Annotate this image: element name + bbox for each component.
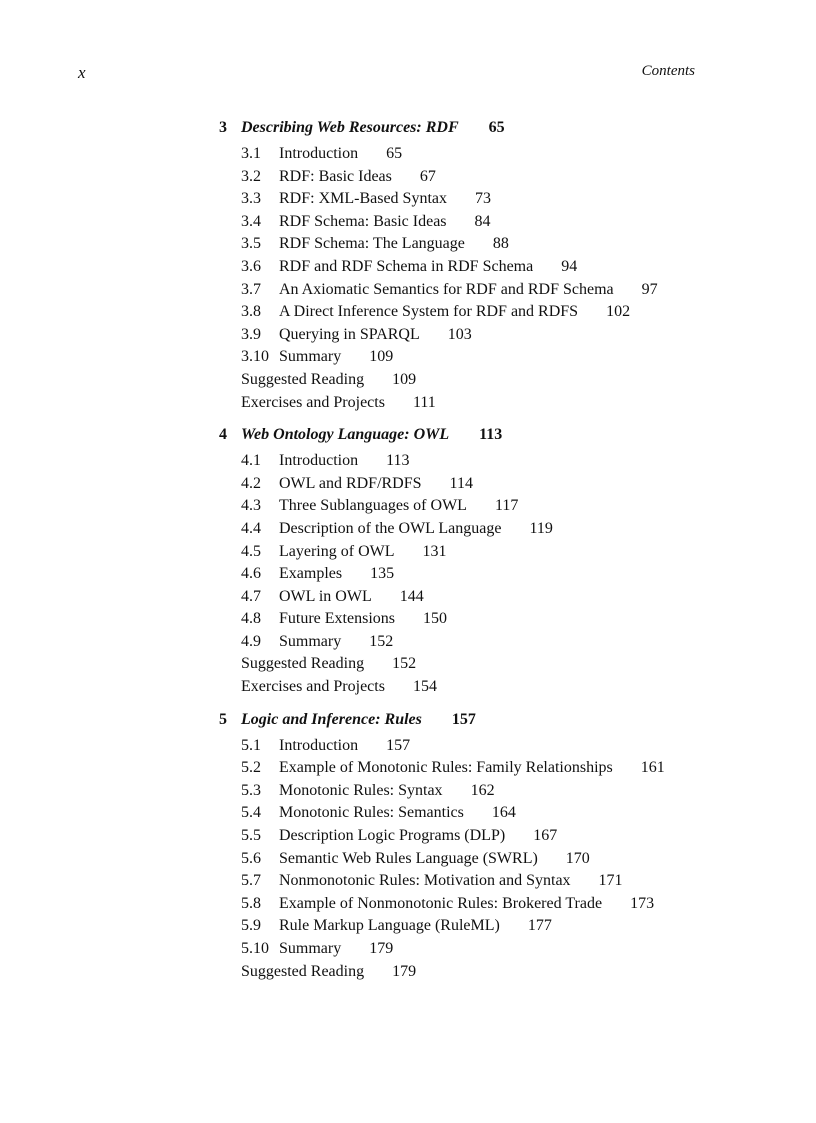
chapter-page: 65 bbox=[488, 119, 505, 136]
section-number: 3.10 bbox=[241, 348, 269, 366]
section-number: 3.7 bbox=[241, 280, 261, 298]
extra-entry[interactable] bbox=[241, 961, 779, 984]
section-entry[interactable] bbox=[241, 143, 779, 166]
section-number: 5.4 bbox=[241, 804, 261, 822]
section-number: 5.9 bbox=[241, 917, 261, 935]
section-number: 5.3 bbox=[241, 781, 261, 799]
section-number: 3.3 bbox=[241, 190, 261, 208]
section-title: RDF and RDF Schema in RDF Schema bbox=[279, 257, 534, 275]
section-list bbox=[219, 735, 779, 984]
section-entry[interactable] bbox=[241, 631, 779, 654]
section-number: 4.4 bbox=[241, 519, 261, 537]
section-number: 3.8 bbox=[241, 303, 261, 321]
section-title: Rule Markup Language (RuleML) bbox=[279, 917, 500, 935]
section-page: 97 bbox=[641, 280, 658, 298]
section-title: RDF Schema: Basic Ideas bbox=[279, 212, 447, 230]
extra-entry[interactable] bbox=[241, 676, 779, 699]
section-number: 3.5 bbox=[241, 235, 261, 253]
extra-title: Exercises and Projects bbox=[241, 678, 385, 696]
section-page: 65 bbox=[386, 145, 403, 162]
section-title: Description of the OWL Language bbox=[279, 519, 502, 537]
section-page: 117 bbox=[494, 497, 519, 515]
section-number: 4.6 bbox=[241, 565, 261, 583]
section-title: Three Sublanguages of OWL bbox=[279, 497, 467, 515]
section-page: 173 bbox=[630, 894, 655, 912]
section-page: 157 bbox=[386, 736, 411, 754]
extra-title: Suggested Reading bbox=[241, 370, 365, 388]
toc-chapter bbox=[219, 423, 779, 699]
section-title: Description Logic Programs (DLP) bbox=[279, 827, 506, 845]
section-page: 171 bbox=[598, 872, 623, 890]
section-page: 170 bbox=[565, 849, 590, 867]
section-number: 4.1 bbox=[241, 452, 261, 470]
section-number: 4.3 bbox=[241, 497, 261, 515]
section-number: 4.5 bbox=[241, 542, 261, 560]
section-number: 4.9 bbox=[241, 632, 261, 650]
section-entry[interactable] bbox=[241, 233, 779, 256]
section-number: 5.7 bbox=[241, 872, 261, 890]
section-title: RDF Schema: The Language bbox=[279, 235, 465, 253]
section-entry[interactable] bbox=[241, 870, 779, 893]
section-title: Example of Monotonic Rules: Family Relationships bbox=[279, 759, 613, 777]
section-entry[interactable] bbox=[241, 211, 779, 234]
section-page: 67 bbox=[419, 167, 436, 185]
section-page: 135 bbox=[370, 565, 395, 583]
section-entry[interactable] bbox=[241, 848, 779, 871]
section-entry[interactable] bbox=[241, 802, 779, 825]
section-entry[interactable] bbox=[241, 780, 779, 803]
extra-entry[interactable] bbox=[241, 392, 779, 415]
extra-page: 154 bbox=[412, 678, 437, 696]
section-title: Introduction bbox=[279, 452, 359, 470]
section-entry[interactable] bbox=[241, 346, 779, 369]
section-page: 162 bbox=[470, 781, 495, 799]
extra-page: 109 bbox=[392, 370, 417, 388]
section-entry[interactable] bbox=[241, 518, 779, 541]
section-entry[interactable] bbox=[241, 301, 779, 324]
section-entry[interactable] bbox=[241, 166, 779, 189]
section-page: 88 bbox=[492, 235, 509, 253]
section-entry[interactable] bbox=[241, 735, 779, 758]
section-entry[interactable] bbox=[241, 279, 779, 302]
chapter-heading[interactable] bbox=[219, 708, 779, 732]
chapter-heading[interactable] bbox=[219, 116, 779, 140]
extra-title: Suggested Reading bbox=[241, 962, 365, 980]
section-page: 177 bbox=[527, 917, 552, 935]
section-title: Querying in SPARQL bbox=[279, 325, 420, 343]
chapter-page: 157 bbox=[451, 710, 476, 728]
section-title: OWL and RDF/RDFS bbox=[279, 474, 422, 492]
section-number: 3.9 bbox=[241, 325, 261, 343]
section-number: 4.7 bbox=[241, 587, 261, 605]
section-page: 131 bbox=[422, 542, 447, 560]
section-page: 164 bbox=[491, 804, 516, 822]
chapter-heading[interactable] bbox=[219, 423, 779, 447]
extra-page: 179 bbox=[392, 962, 417, 980]
section-entry[interactable] bbox=[241, 938, 779, 961]
extra-title: Exercises and Projects bbox=[241, 393, 385, 411]
section-title: Nonmonotonic Rules: Motivation and Syntax bbox=[279, 872, 571, 890]
chapter-number: 5 bbox=[219, 710, 227, 728]
running-head: Contents bbox=[641, 63, 695, 79]
section-number: 4.2 bbox=[241, 474, 261, 492]
section-page: 114 bbox=[449, 474, 473, 492]
section-entry[interactable] bbox=[241, 915, 779, 938]
section-number: 3.6 bbox=[241, 257, 261, 275]
section-entry[interactable] bbox=[241, 825, 779, 848]
section-title: Monotonic Rules: Syntax bbox=[279, 781, 443, 799]
section-number: 3.4 bbox=[241, 212, 261, 230]
section-list bbox=[219, 450, 779, 699]
chapter-title: Describing Web Resources: RDF bbox=[241, 119, 459, 136]
section-number: 5.1 bbox=[241, 736, 261, 754]
section-page: 161 bbox=[640, 759, 665, 777]
section-title: Example of Nonmonotonic Rules: Brokered Trade bbox=[279, 894, 603, 912]
section-entry[interactable] bbox=[241, 541, 779, 564]
section-page: 102 bbox=[606, 303, 631, 321]
section-title: Summary bbox=[279, 348, 342, 366]
section-entry[interactable] bbox=[241, 256, 779, 279]
extra-entry[interactable] bbox=[241, 369, 779, 392]
section-entry[interactable] bbox=[241, 324, 779, 347]
section-page: 150 bbox=[423, 610, 447, 628]
section-entry[interactable] bbox=[241, 563, 779, 586]
section-title: Layering of OWL bbox=[279, 542, 395, 560]
chapter-title: Logic and Inference: Rules bbox=[241, 710, 422, 728]
section-entry[interactable] bbox=[241, 473, 779, 496]
chapter-number: 4 bbox=[219, 426, 227, 444]
section-title: Summary bbox=[279, 940, 342, 957]
extra-entry[interactable] bbox=[241, 653, 779, 676]
section-page: 113 bbox=[386, 452, 410, 470]
section-title: Semantic Web Rules Language (SWRL) bbox=[279, 849, 538, 867]
toc-chapter bbox=[219, 116, 779, 414]
section-title: RDF: Basic Ideas bbox=[279, 167, 392, 185]
section-list bbox=[219, 143, 779, 414]
page-number: x bbox=[78, 63, 86, 82]
section-page: 119 bbox=[529, 519, 553, 537]
section-title: Introduction bbox=[279, 145, 359, 162]
section-title: Monotonic Rules: Semantics bbox=[279, 804, 464, 822]
section-title: Introduction bbox=[279, 736, 359, 754]
section-entry[interactable] bbox=[241, 586, 779, 609]
section-entry[interactable] bbox=[241, 893, 779, 916]
section-title: Summary bbox=[279, 632, 342, 650]
chapter-title: Web Ontology Language: OWL bbox=[241, 426, 450, 444]
section-entry[interactable] bbox=[241, 188, 779, 211]
section-number: 5.10 bbox=[241, 940, 269, 957]
section-entry[interactable] bbox=[241, 495, 779, 518]
table-of-contents bbox=[219, 116, 779, 992]
section-number: 4.8 bbox=[241, 610, 261, 628]
section-title: An Axiomatic Semantics for RDF and RDF Schema bbox=[279, 280, 614, 298]
section-page: 179 bbox=[369, 940, 394, 957]
section-title: Future Extensions bbox=[279, 610, 395, 628]
section-title: A Direct Inference System for RDF and RDFS bbox=[279, 303, 579, 321]
section-page: 144 bbox=[399, 587, 424, 605]
section-title: RDF: XML-Based Syntax bbox=[279, 190, 447, 208]
section-page: 109 bbox=[369, 348, 394, 366]
section-entry[interactable] bbox=[241, 757, 779, 780]
toc-chapter bbox=[219, 708, 779, 984]
section-page: 73 bbox=[475, 190, 491, 208]
section-entry[interactable] bbox=[241, 608, 779, 631]
section-number: 3.2 bbox=[241, 167, 261, 185]
extra-page: 152 bbox=[392, 655, 417, 673]
section-number: 5.8 bbox=[241, 894, 261, 912]
section-page: 84 bbox=[474, 212, 491, 230]
section-page: 94 bbox=[561, 257, 578, 275]
chapter-number: 3 bbox=[219, 119, 227, 136]
section-number: 5.6 bbox=[241, 849, 261, 867]
section-page: 103 bbox=[447, 325, 472, 343]
section-number: 5.2 bbox=[241, 759, 261, 777]
section-page: 167 bbox=[533, 827, 558, 845]
section-title: OWL in OWL bbox=[279, 587, 372, 605]
section-title: Examples bbox=[279, 565, 343, 583]
extra-title: Suggested Reading bbox=[241, 655, 365, 673]
extra-page: 111 bbox=[412, 393, 436, 411]
chapter-page: 113 bbox=[479, 426, 503, 444]
section-entry[interactable] bbox=[241, 450, 779, 473]
section-page: 152 bbox=[369, 632, 394, 650]
section-number: 3.1 bbox=[241, 145, 261, 162]
section-number: 5.5 bbox=[241, 827, 261, 845]
